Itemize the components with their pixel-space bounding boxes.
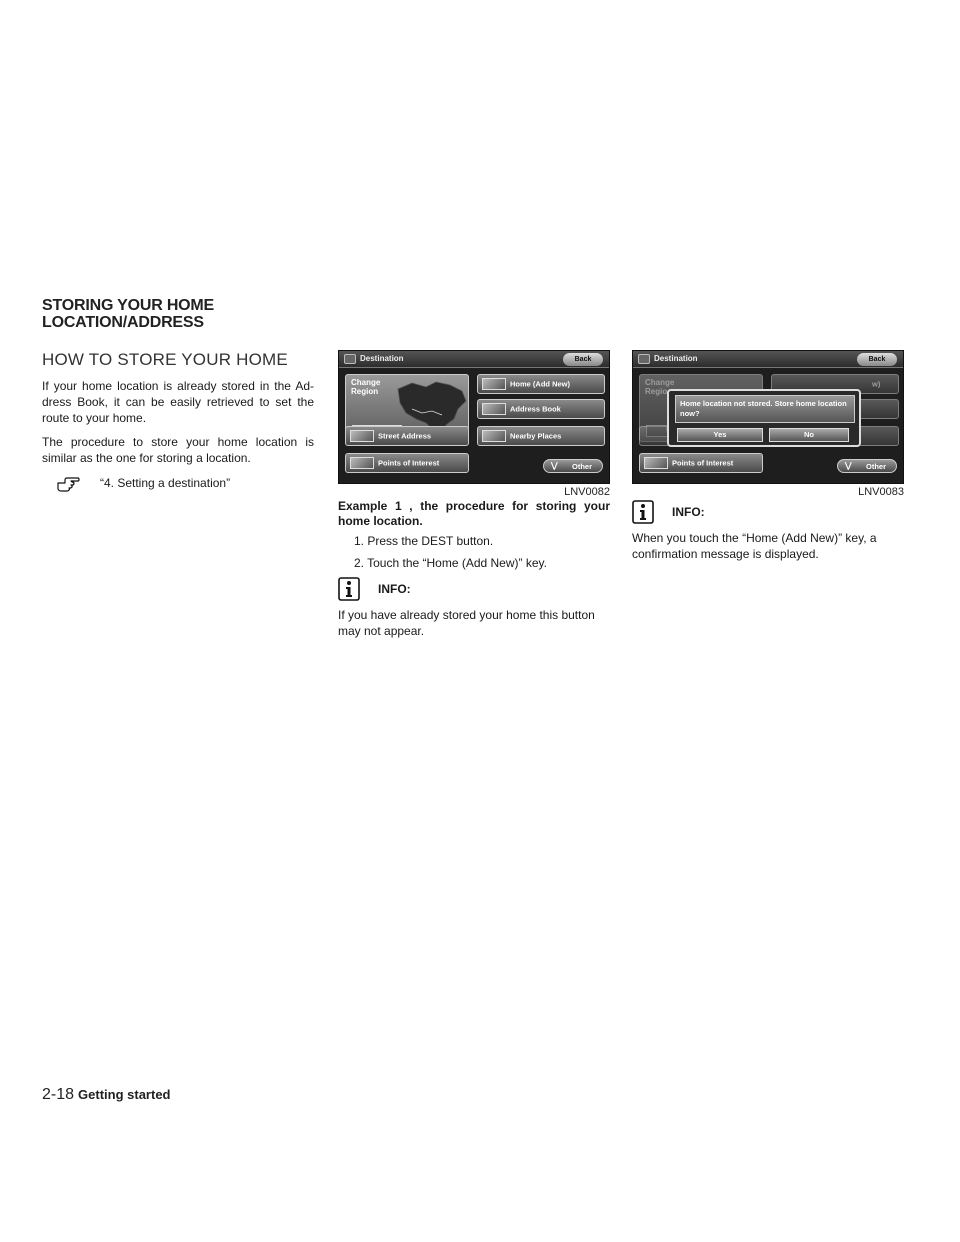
screenshot-confirmation-dialog [632, 350, 904, 484]
other-button[interactable] [837, 459, 897, 473]
screen-titlebar [633, 351, 903, 368]
chapter-title: Getting started [78, 1087, 171, 1102]
section-heading-line1: STORING YOUR HOME [42, 297, 215, 314]
screen-title: Destination [654, 354, 698, 363]
figure-code: LNV0083 [858, 486, 904, 498]
change-label: Change [351, 378, 381, 387]
column-confirmation [632, 350, 904, 570]
section-heading [42, 297, 214, 331]
back-button[interactable]: Back [563, 353, 603, 366]
step-2: 2. Touch the “Home (Add New)” key. [354, 556, 547, 570]
chevron-down-icon: ⋁ [845, 461, 852, 470]
info-icon [338, 577, 360, 601]
address-book-button[interactable] [477, 399, 605, 419]
screenshot-destination-menu [338, 350, 610, 484]
steps-list [354, 533, 610, 571]
section-heading-line2: LOCATION/ADDRESS [42, 314, 204, 331]
cross-reference [56, 474, 314, 492]
home-icon [482, 378, 506, 390]
street-address-button[interactable] [345, 426, 469, 446]
street-address-icon [350, 430, 374, 442]
chevron-down-icon: ⋁ [551, 461, 558, 470]
back-button[interactable]: Back [857, 353, 897, 366]
nearby-places-label: Nearby Places [510, 431, 562, 441]
change-label: Change [645, 378, 675, 387]
other-button[interactable] [543, 459, 603, 473]
yes-button[interactable]: Yes [677, 428, 763, 442]
info-label: INFO: [378, 582, 411, 596]
nearby-places-button[interactable] [477, 426, 605, 446]
destination-icon [344, 354, 356, 364]
figure-code: LNV0082 [564, 486, 610, 498]
screen-title: Destination [360, 354, 404, 363]
address-book-icon [482, 403, 506, 415]
info-text: If you have already stored your home this button may not appear. [338, 608, 595, 638]
reference-text: “4. Setting a destination” [100, 476, 231, 490]
destination-icon [638, 354, 650, 364]
other-label: Other [866, 462, 887, 471]
change-region-label [351, 378, 380, 396]
points-of-interest-button[interactable] [639, 453, 763, 473]
other-label: Other [572, 462, 593, 471]
info-heading [338, 577, 610, 601]
home-add-new-label: w) [872, 379, 881, 389]
region-label: Regio [645, 387, 668, 396]
page-number: 2-18 [42, 1086, 75, 1103]
column-intro [42, 350, 314, 492]
nearby-places-icon [482, 430, 506, 442]
info-text: When you touch the “Home (Add New)” key, a confirmation message is displayed. [632, 531, 877, 561]
pointing-hand-icon [56, 474, 80, 492]
info-heading [632, 500, 904, 524]
info-label: INFO: [672, 505, 705, 519]
home-add-new-button[interactable] [477, 374, 605, 394]
points-of-interest-label: Points of Interest [378, 458, 440, 468]
points-of-interest-icon [350, 457, 374, 469]
page-footer [42, 1086, 171, 1104]
subheading-how-to-store: HOW TO STORE YOUR HOME [42, 350, 288, 369]
points-of-interest-button[interactable] [345, 453, 469, 473]
example-heading: Example 1 , the procedure for storing your home location. [338, 499, 610, 528]
intro-paragraph: If your home location is already stored in the Ad- dress Book, it can be easily retrieved to set the route to your home. [42, 379, 314, 425]
region-label: Region [351, 387, 379, 396]
street-address-label: Street Address [378, 431, 432, 441]
column-example [338, 350, 610, 647]
procedure-paragraph: The procedure to store your home location is similar as the one for storing a location. [42, 435, 314, 465]
points-of-interest-icon [644, 457, 668, 469]
dialog-message: Home location not stored. Store home location now? [675, 395, 855, 423]
no-button[interactable]: No [769, 428, 849, 442]
points-of-interest-label: Points of Interest [672, 458, 734, 468]
confirmation-dialog [667, 389, 861, 447]
screen-titlebar [339, 351, 609, 368]
info-icon [632, 500, 654, 524]
address-book-label: Address Book [510, 404, 561, 414]
step-1: 1. Press the DEST button. [354, 534, 494, 548]
home-add-new-label: Home (Add New) [510, 379, 570, 389]
